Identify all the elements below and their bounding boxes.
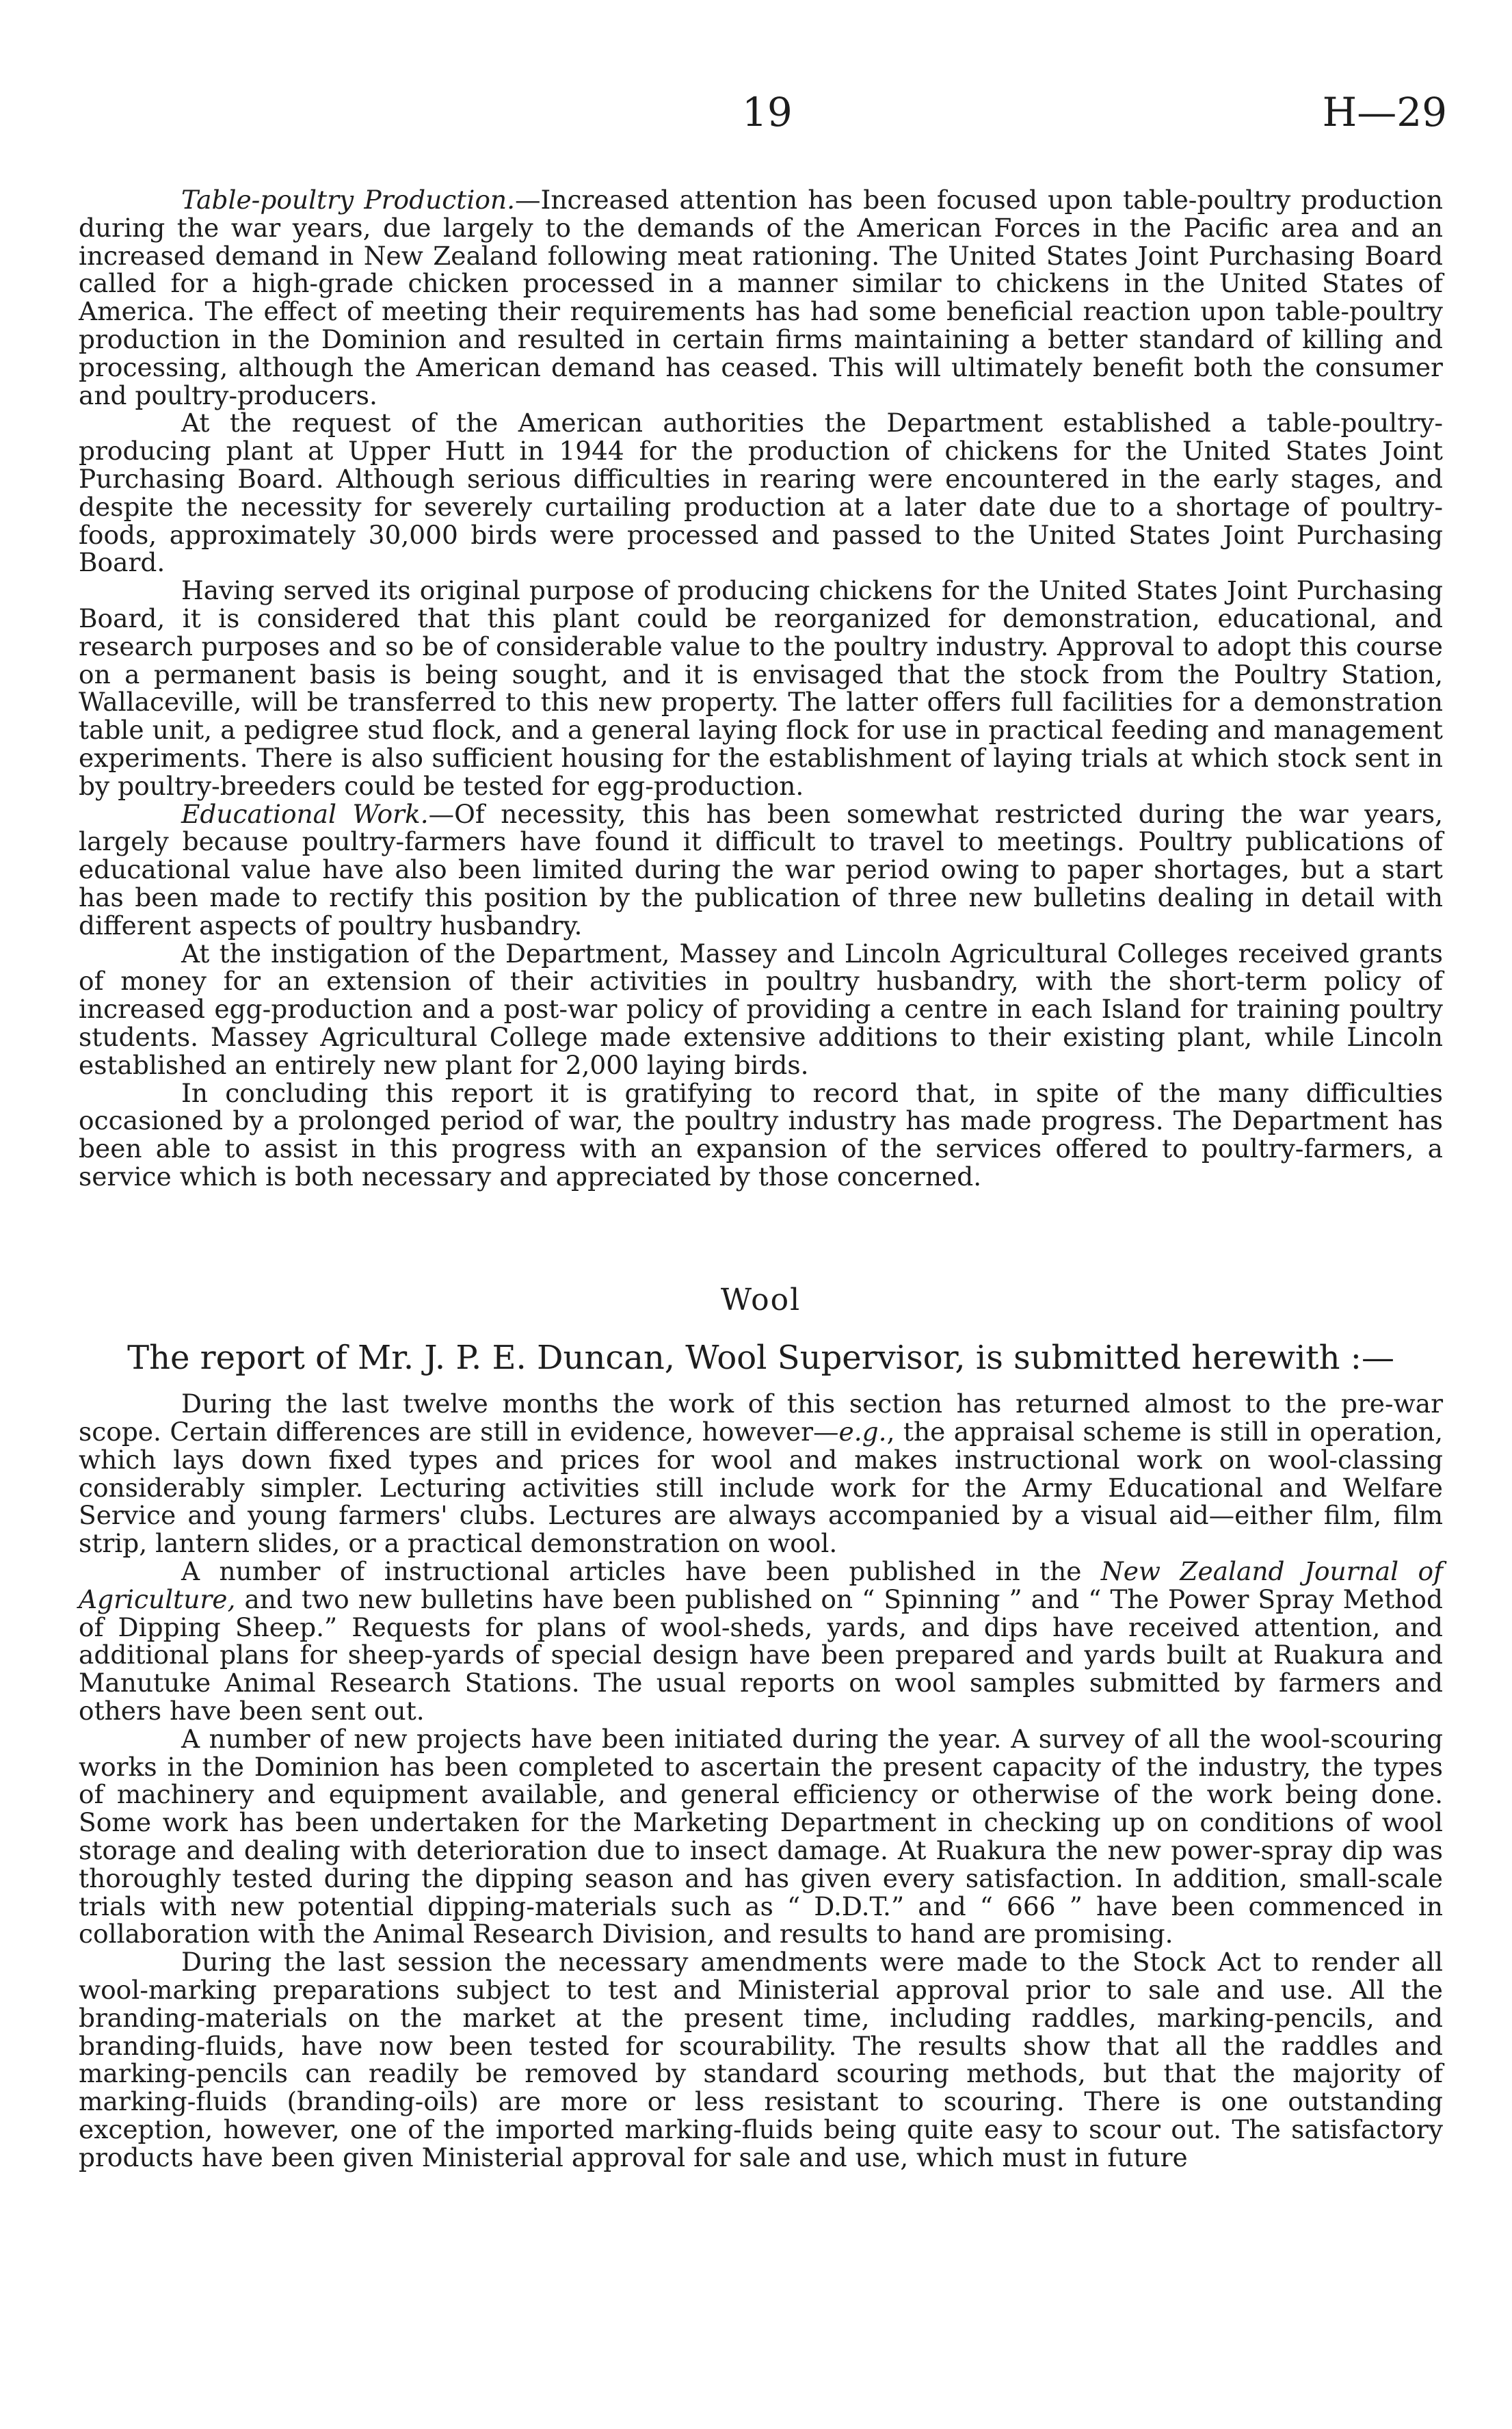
paragraph-wool-marking: During the last session the necessary amendments were made to the Stock Act to render all wool-marking preparations subject to test and Ministerial approval prior to sale and use. All the branding-materials on the market at the present time, including raddles, marking-pencils, and branding-fluids, have now been tested for scourability. The results show that all the raddles and marking-pencils can readily be removed by standard scouring methods, but that the majority of marking-fluids (branding-oils) are more or less resistant to scouring. There is one outstanding exception, however, one of the imported marking-fluids being quite easy to scour out. The satisfactory products have been given Ministerial approval for sale and use, which must in future [79,1947,1443,2172]
paragraph-conclusion: In concluding this report it is gratifying to record that, in spite of the many difficulties occasioned by a prolonged period of war, the poultry industry has made progress. The Department has been able to assist in this progress with an expansion of the services offered to poultry-farmers, a service which is both necessary and appreciated by those concerned. [79,1077,1443,1192]
wool-report-intro: The report of Mr. J. P. E. Duncan, Wool Supervisor, is submitted herewith :— [127,1339,1394,1378]
paragraph-wool-articles: A number of instructional articles have been published in the New Zealand Journal of Agriculture, and two new bulletins have been published on “ Spinning ” and “ The Power Spray Method of Dipping Sheep.” Requests for plans of wool-sheds, yards, and dips have received attention, and additional plans for sheep-yards of special design have been prepared and yards built at Ruakura and Manutuke Animal Research Stations. The usual reports on wool samples submitted by farmers and others have been sent out. [79,1556,1444,1726]
paragraph-wool-scope: During the last twelve months the work of this section has returned almost to the pre-war scope. Certain differences are still in evidence, however—e.g., the appraisal scheme is still in operation, which lays down fixed types and prices for wool and makes instructional work on wool-classing considerably simpler. Lecturing activities still include work for the Army Educational and Welfare Service and young farmers' clubs. Lectures are always accompanied by a visual aid—either film, film strip, lantern slides, or a practical demonstration on wool. [79,1389,1443,1559]
document-body [79,186,1443,2172]
paragraph-upper-hutt-plant: At the request of the American authorities the Department established a table-poultry-producing plant at Upper Hutt in 1944 for the production of chickens for the United States Joint Purchasing Board. Although serious difficulties in rearing were encountered in the early stages, and despite the necessity for severely curtailing production at a later date due to a shortage of poultry-foods, approximately 30,000 birds were processed and passed to the United States Joint Purchasing Board. [79,408,1443,578]
page-header [0,89,1512,144]
paragraph-heading: Table-poultry Production. [181,185,515,215]
section-heading-wool: Wool [720,1282,801,1317]
paragraph-table-poultry: Table-poultry Production.—Increased attention has been focused upon table-poultry production during the war years, due largely to the demands of the American Forces in the Pacific area and an increased demand in New Zealand following meat rationing. The United States Joint Purchasing Board called for a high-grade chicken processed in a manner similar to chickens in the United States of America. The effect of meeting their requirements has had some beneficial reaction upon table-poultry production in the Dominion and resulted in certain firms maintaining a better standard of killing and processing, although the American demand has ceased. This will ultimately benefit both the consumer and poultry-producers. [79,185,1443,410]
paragraph-agricultural-colleges: At the instigation of the Department, Massey and Lincoln Agricultural Colleges received grants of money for an extension of their activities in poultry husbandry, with the short-term policy of increased egg-production and a post-war policy of providing a centre in each Island for training poultry students. Massey Agricultural College made extensive additions to their existing plant, while Lincoln established an entirely new plant for 2,000 laying birds. [79,938,1443,1080]
paragraph-educational-work: Educational Work.—Of necessity, this has been somewhat restricted during the war years, largely because poultry-farmers have found it difficult to travel to meetings. Poultry publications of educational value have also been limited during the war period owing to paper shortages, but a start has been made to rectify this position by the publication of three new bulletins dealing in detail with different aspects of poultry husbandry. [79,798,1443,941]
document-reference: H—29 [1322,89,1447,135]
paragraph-wool-projects: A number of new projects have been initiated during the year. A survey of all the wool-scouring works in the Dominion has been completed to ascertain the present capacity of the industry, the types of machinery and equipment available, and general efficiency or otherwise of the work being done. Some work has been undertaken for the Marketing Department in checking up on conditions of wool storage and dealing with deterioration due to insect damage. At Ruakura the new power-spray dip was thoroughly tested during the dipping season and has given every satisfaction. In addition, small-scale trials with new potential dipping-materials such as “ D.D.T.” and “ 666 ” have been commenced in collaboration with the Animal Research Division, and results to hand are promising. [79,1723,1443,1949]
page-number: 19 [742,89,793,135]
paragraph-reorganization: Having served its original purpose of producing chickens for the United States Joint Purchasing Board, it is considered that this plant could be reorganized for demonstration, educational, and research purposes and so be of considerable value to the poultry industry. Approval to adopt this course on a permanent basis is being sought, and it is envisaged that the stock from the Poultry Station, Wallaceville, will be transferred to this new property. The latter offers full facilities for a demonstration table unit, a pedigree stud flock, and a general laying flock for use in practical feeding and management experiments. There is also sufficient housing for the establishment of laying trials at which stock sent in by poultry-breeders could be tested for egg-production. [79,575,1443,801]
paragraph-heading: Educational Work. [181,798,429,829]
